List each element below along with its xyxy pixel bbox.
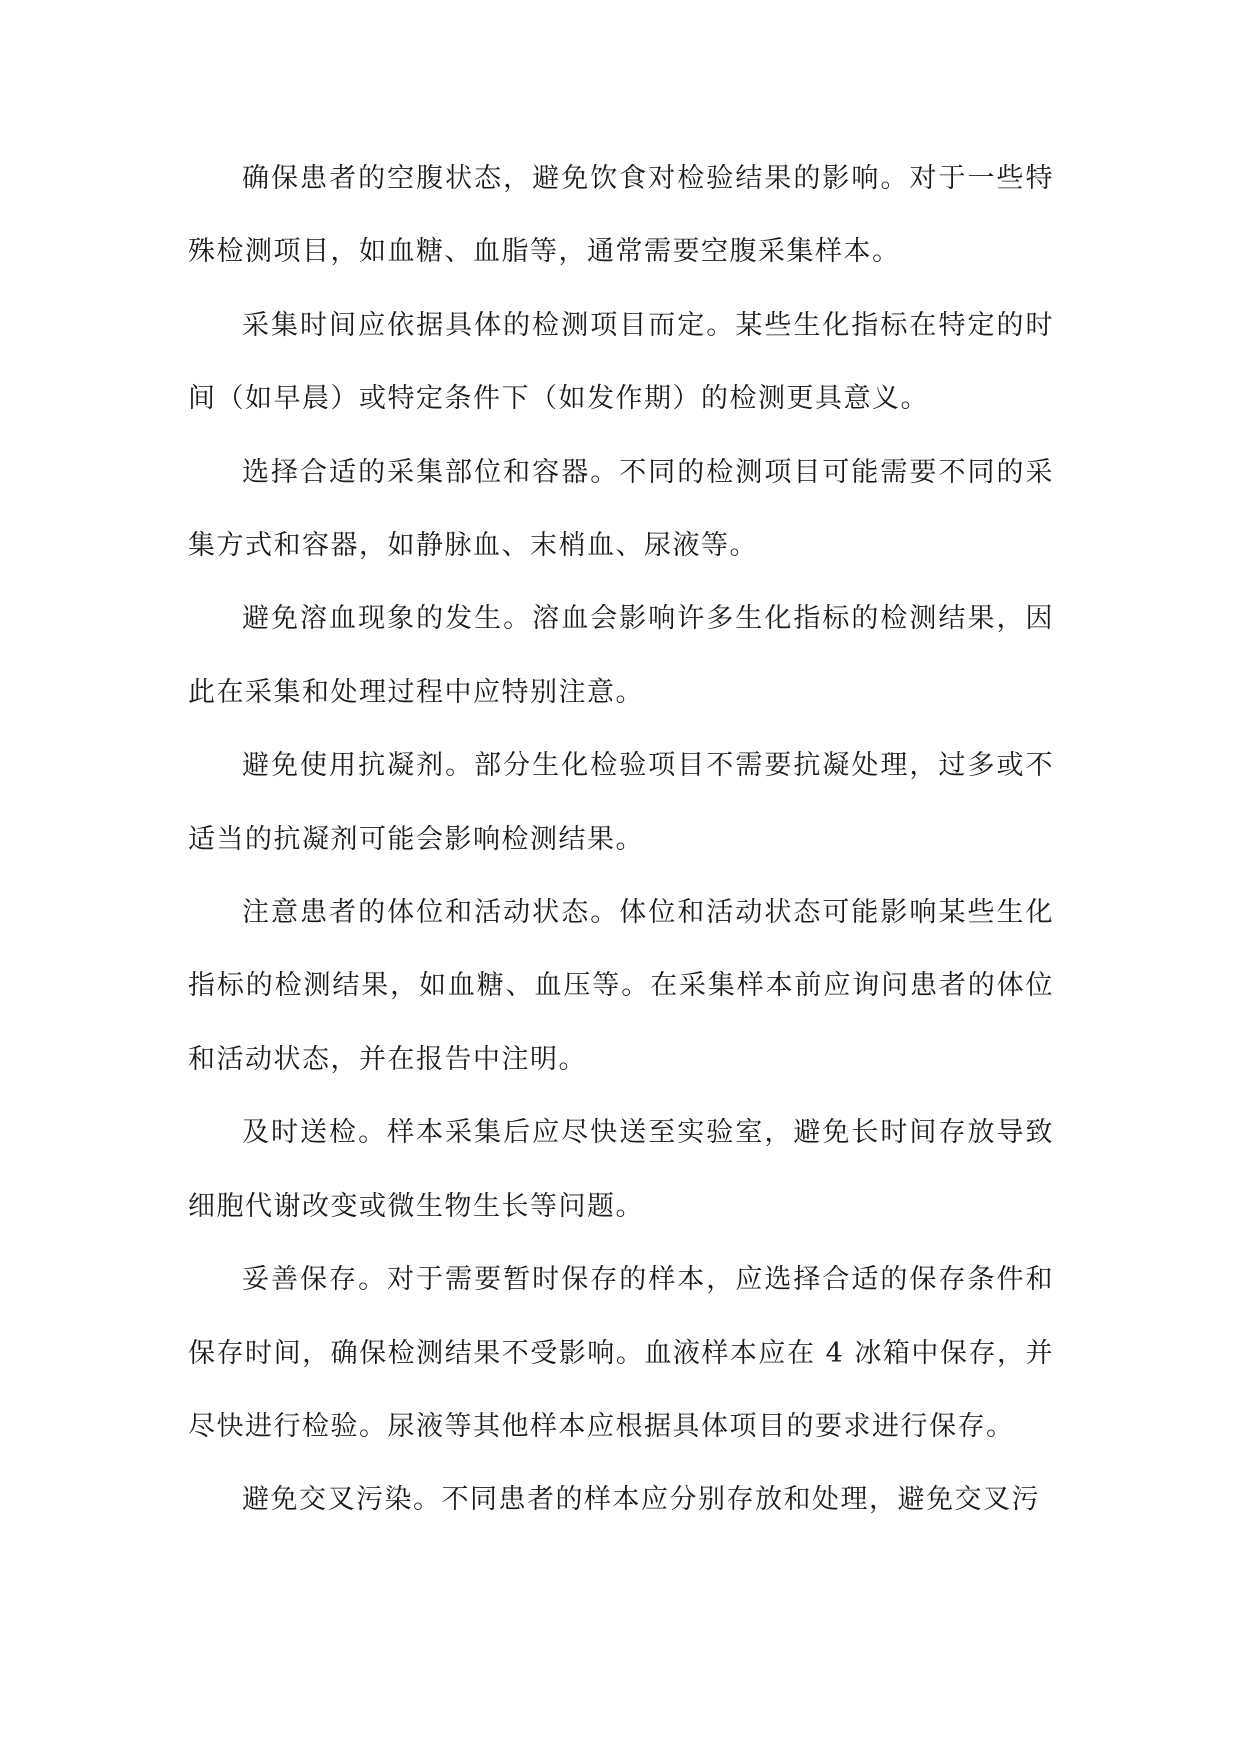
- paragraph-fasting: 确保患者的空腹状态，避免饮食对检验结果的影响。对于一些特殊检测项目，如血糖、血脂等，通常需要空腹采集样本。: [188, 163, 1054, 268]
- paragraph-storage: 妥善保存。对于需要暂时保存的样本，应选择合适的保存条件和保存时间，确保检测结果不受影响。血液样本应在 4 冰箱中保存，并尽快进行检验。尿液等其他样本应根据具体项目的要求进行保存。: [188, 1264, 1054, 1442]
- paragraph-site-container: 选择合适的采集部位和容器。不同的检测项目可能需要不同的采集方式和容器，如静脉血、末梢血、尿液等。: [188, 456, 1054, 562]
- document-body: [188, 142, 1054, 1537]
- paragraph-collection-time: 采集时间应依据具体的检测项目而定。某些生化指标在特定的时间（如早晨）或特定条件下（如发作期）的检测更具意义。: [188, 309, 1054, 415]
- paragraph-posture-activity: 注意患者的体位和活动状态。体位和活动状态可能影响某些生化指标的检测结果，如血糖、血压等。在采集样本前应询问患者的体位和活动状态，并在报告中注明。: [188, 897, 1054, 1075]
- paragraph-cross-contamination: 避免交叉污染。不同患者的样本应分别存放和处理，避免交叉污: [242, 1484, 1040, 1516]
- paragraph-anticoagulant: 避免使用抗凝剂。部分生化检验项目不需要抗凝处理，过多或不适当的抗凝剂可能会影响检测结果。: [188, 750, 1054, 855]
- paragraph-hemolysis: 避免溶血现象的发生。溶血会影响许多生化指标的检测结果，因此在采集和处理过程中应特别注意。: [188, 603, 1054, 708]
- paragraph-timely-delivery: 及时送检。样本采集后应尽快送至实验室，避免长时间存放导致细胞代谢改变或微生物生长等问题。: [188, 1117, 1054, 1222]
